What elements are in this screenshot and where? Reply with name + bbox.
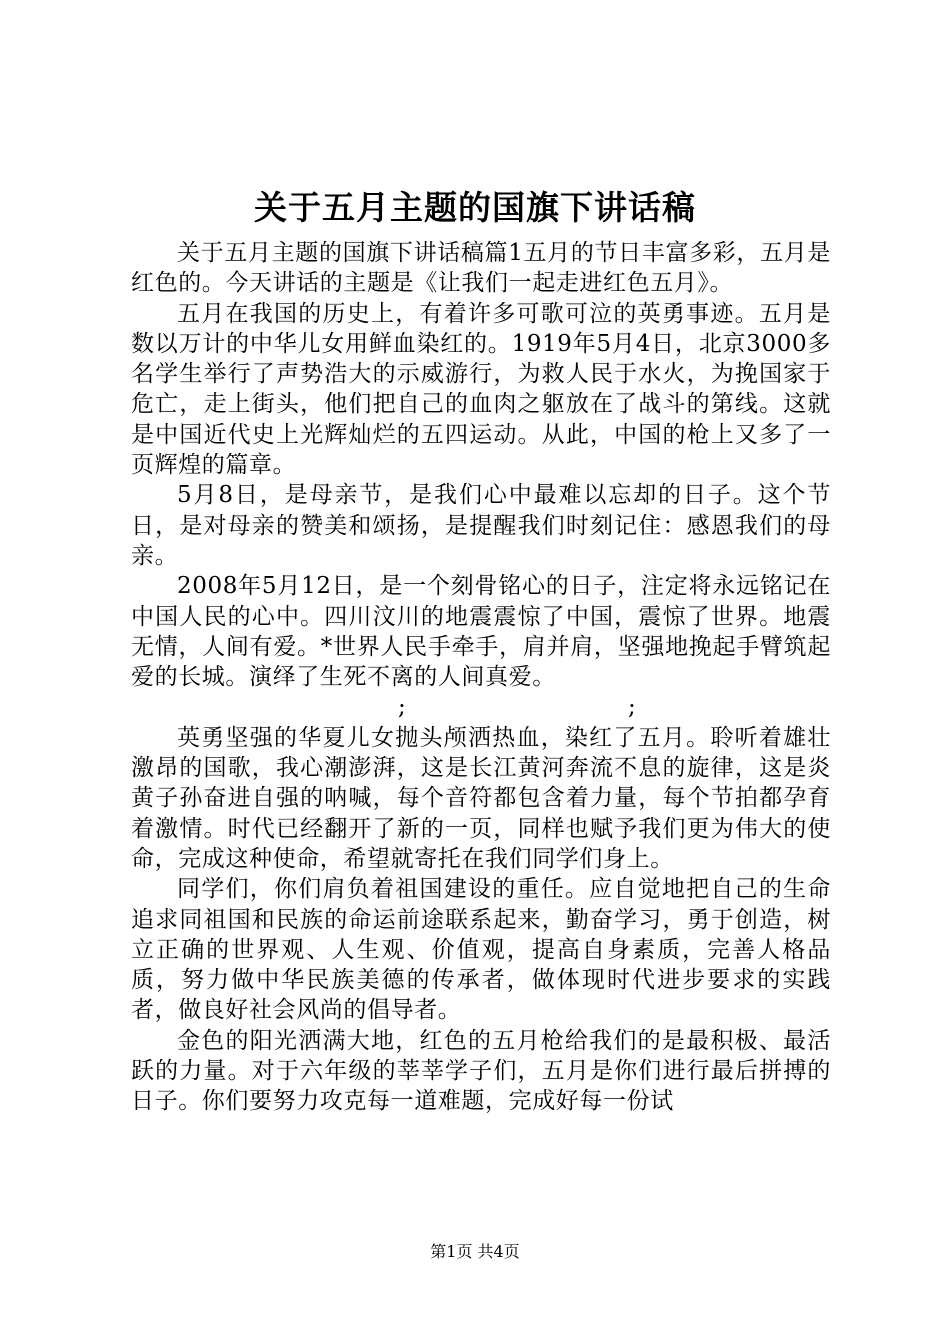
paragraph: 同学们，你们肩负着祖国建设的重任。应自觉地把自己的生命追求同祖国和民族的命运前途联系起来，勤奋学习，勇于创造，树立正确的世界观、人生观、价值观，提高自身素质，完善人格品质，努力做中华民族美德的传承者，做体现时代进步要求的实践者，做良好社会风尚的倡导者。 bbox=[131, 876, 831, 1024]
paragraph: 关于五月主题的国旗下讲话稿篇1五月的节日丰富多彩，五月是红色的。今天讲话的主题是《让我们一起走进红色五月》。 bbox=[131, 240, 831, 297]
separator-mark: ; bbox=[398, 694, 407, 721]
document-body bbox=[131, 238, 831, 1117]
separator-line bbox=[131, 692, 831, 722]
paragraph: 五月在我国的历史上，有着许多可歌可泣的英勇事迹。五月是数以万计的中华儿女用鲜血染红的。1919年5月4日，北京3000多名学生举行了声势浩大的示威游行，为救人民于水火，为挽国家于危亡，走上街头，他们把自己的血肉之躯放在了战斗的第线。这就是中国近代史上光辉灿烂的五四运动。从此，中国的枪上又多了一页辉煌的篇章。 bbox=[131, 300, 831, 479]
separator-mark: ; bbox=[628, 694, 637, 721]
paragraph: 2008年5月12日，是一个刻骨铭心的日子，注定将永远铭记在中国人民的心中。四川汶川的地震震惊了中国，震惊了世界。地震无情，人间有爱。*世界人民手牵手，肩并肩，坚强地挽起手臂筑起爱的长城。演绎了生死不离的人间真爱。 bbox=[131, 573, 831, 691]
paragraph: 英勇坚强的华夏儿女抛头颅洒热血，染红了五月。聆听着雄壮激昂的国歌，我心潮澎湃，这是长江黄河奔流不息的旋律，这是炎黄子孙奋进自强的呐喊，每个音符都包含着力量，每个节拍都孕育着激情。时代已经翻开了新的一页，同样也赋予我们更为伟大的使命，完成这种使命，希望就寄托在我们同学们身上。 bbox=[131, 724, 831, 872]
page-footer: 第1页 共4页 bbox=[430, 1242, 520, 1261]
paragraph: 金色的阳光洒满大地，红色的五月枪给我们的是最积极、最活跃的力量。对于六年级的莘莘学子们，五月是你们进行最后拼搏的日子。你们要努力攻克每一道难题，完成好每一份试 bbox=[131, 1027, 831, 1115]
document-title: 关于五月主题的国旗下讲话稿 bbox=[254, 188, 696, 227]
paragraph: 5月8日，是母亲节，是我们心中最难以忘却的日子。这个节日，是对母亲的赞美和颂扬，是提醒我们时刻记住：感恩我们的母亲。 bbox=[131, 482, 831, 569]
